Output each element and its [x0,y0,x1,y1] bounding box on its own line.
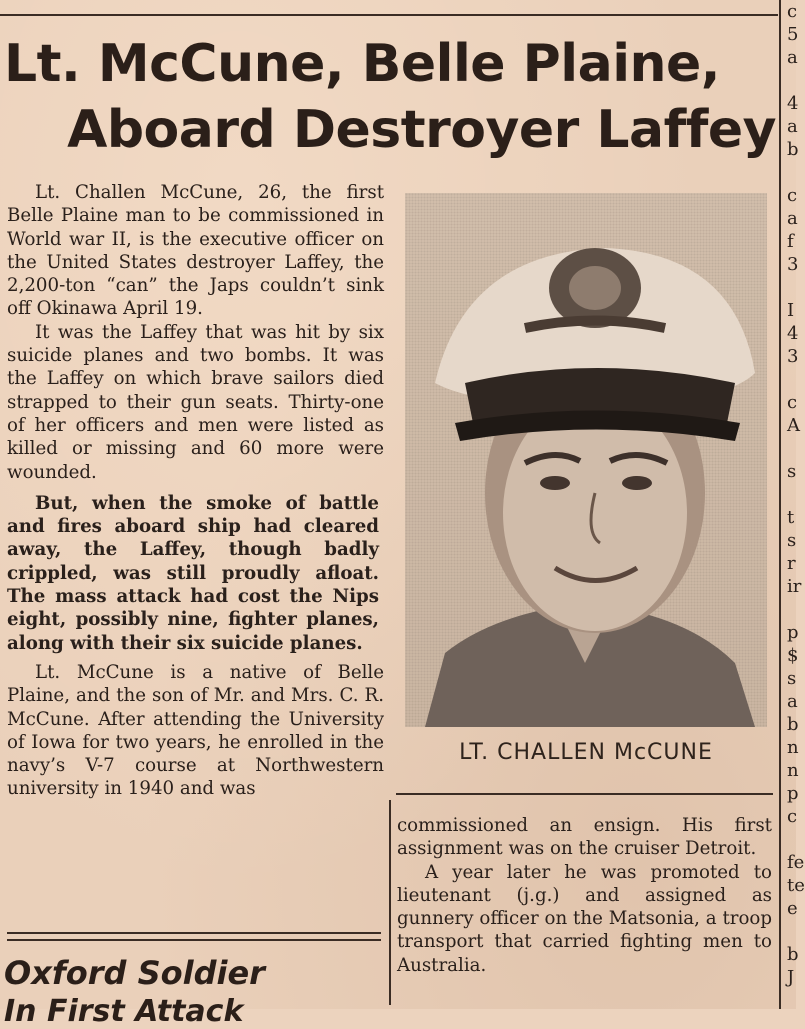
section-rule-2 [7,939,381,941]
article-paragraph-3: But, when the smoke of battle and fires aboard ship had cleared away, the Laffey, though badly crippled, was still proudly afloat. The mass attack had cost the Nips eight, possibly nine, fighter planes, along with their six suicide planes. [7,492,379,654]
edge-text-fragment: c [787,1,798,22]
section-rule-1 [7,932,381,934]
article-paragraph-6: A year later he was promoted to lieutenant (j.g.) and assigned as gunnery officer on the Matsonia, a troop transport that carried fighting men to Australia. [397,861,772,976]
adjacent-column-fragment [787,0,805,1009]
edge-text-fragment: n [787,737,799,758]
edge-text-fragment: 4 [787,93,799,114]
edge-text-fragment: $ [787,645,799,666]
article-paragraph-5: commissioned an ensign. His first assignment was on the cruiser Detroit. [397,815,772,860]
next-article-headline: Oxford Soldier [4,954,265,992]
edge-text-fragment: 4 [787,323,799,344]
edge-text-fragment: I [787,300,795,321]
edge-text-fragment: b [787,944,799,965]
edge-text-fragment: c [787,392,798,413]
edge-text-fragment [787,161,799,184]
edge-text-fragment [787,276,799,299]
portrait-illustration [405,193,767,727]
edge-text-fragment: p [787,622,799,643]
left-column [7,181,384,801]
edge-text-fragment: f [787,231,794,252]
edge-text-fragment: e [787,898,798,919]
headline-line-2: Aboard Destroyer Laffey [67,100,776,160]
edge-text-fragment: n [787,760,799,781]
edge-text-fragment: b [787,139,799,160]
edge-text-fragment: s [787,461,797,482]
edge-text-fragment: c [787,806,798,827]
article-paragraph-2: It was the Laffey that was hit by six suicide planes and two bombs. It was the Laffey on which brave sailors died strapped to their gun seats. Thirty-one of her officers and men were listed as killed or missing and 60 more were wounded. [7,321,384,483]
edge-text-fragment: fe [787,852,805,873]
column-divider [389,800,391,1005]
edge-text-fragment: a [787,116,798,137]
top-rule [0,14,778,16]
edge-text-fragment: s [787,668,797,689]
edge-text-fragment: A [787,415,800,436]
edge-text-fragment: b [787,714,799,735]
edge-text-fragment [787,920,799,943]
edge-text-fragment: a [787,691,798,712]
edge-text-fragment [787,483,799,506]
edge-text-fragment: a [787,208,798,229]
article-paragraph-1: Lt. Challen McCune, 26, the first Belle Plaine man to be commissioned in World war II, is the executive officer on the United States destroyer Laffey, the 2,200-ton “can” the Japs couldn’t sink off Okinawa April 19. [7,182,384,320]
right-column [397,814,772,977]
article-paragraph-4: Lt. McCune is a native of Belle Plaine, and the son of Mr. and Mrs. C. R. McCune. After attending the University of Iowa for two years, he enrolled in the navy’s V-7 course at Northwestern university in 1940 and was [7,661,384,800]
portrait-photo [405,193,767,727]
caption-rule [396,793,773,795]
edge-text-fragment: r [787,553,796,574]
edge-text-fragment: t [787,507,795,528]
edge-text-fragment: te [787,875,805,896]
edge-text-fragment: a [787,47,798,68]
next-article-subhead: In First Attack [4,994,244,1029]
edge-text-fragment: 5 [787,24,799,45]
edge-text-fragment: 3 [787,254,799,275]
edge-text-fragment: ir [787,576,802,597]
edge-text-fragment [787,828,799,851]
photo-caption: LT. CHALLEN McCUNE [459,740,713,765]
edge-text-fragment: s [787,530,797,551]
edge-text-fragment: c [787,185,798,206]
edge-text-fragment [787,437,799,460]
edge-text-fragment: p [787,783,799,804]
edge-text-fragment [787,69,799,92]
edge-text-fragment: 3 [787,346,799,367]
headline-line-1: Lt. McCune, Belle Plaine, [4,34,721,94]
edge-text-fragment [787,368,799,391]
edge-text-fragment: J [787,967,795,988]
edge-text-fragment [787,598,799,621]
